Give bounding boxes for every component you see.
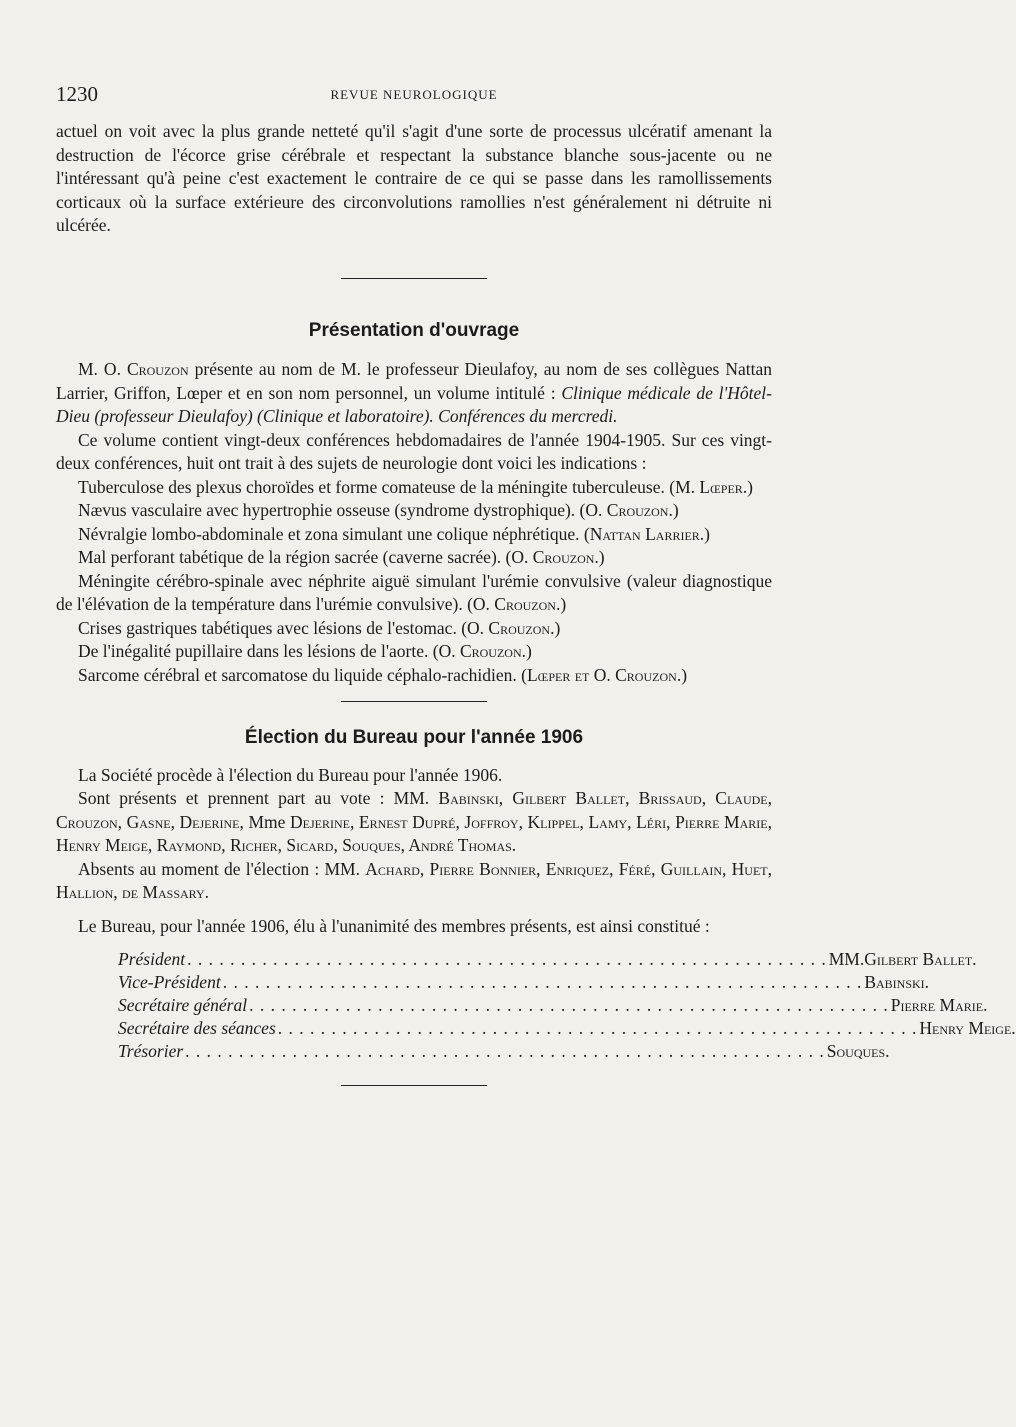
lecture-author: Lœper: [699, 476, 743, 497]
page-content: [56, 120, 1016, 1086]
lecture-item: [56, 570, 772, 617]
section-divider: [341, 278, 487, 279]
lecture-author: Crouzon: [494, 594, 556, 614]
intro-paragraph: actuel on voit avec la plus grande netteté qu'il s'agit d'une sorte de processus ulcératif amenant la destruction de l'écorce grise cérébrale et respectant la substance blanche sous-jacente ou ne l'intéressant qu'à peine c'est exactement le contraire de ce qui se passe dans les ramollissements corticaux où la surface extérieure des circonvolutions ramollies n'est généralement ni détruite ni ulcérée.: [56, 121, 772, 235]
officer-role: Vice-Président: [118, 972, 221, 992]
lecture-title: Sarcome cérébral et sarcomatose du liquide céphalo-rachidien. (: [78, 664, 527, 685]
lecture-item: [56, 499, 772, 523]
lecture-item: [56, 546, 772, 570]
mm-label: MM.: [828, 949, 865, 969]
lecture-author: Nattan Larrier: [589, 523, 700, 544]
contents-paragraph: Ce volume contient vingt-deux conférences hebdomadaires de l'année 1904-1905. Sur ces vingt-deux conférences, huit ont trait à des sujets de neurologie dont voici les indications :: [56, 429, 772, 473]
present-members-paragraph: [56, 787, 772, 858]
lecture-item: [56, 476, 772, 500]
lecture-item: [56, 640, 772, 664]
lecture-author: Lœper et O. Crouzon: [526, 664, 677, 685]
officer-role: Président: [118, 949, 186, 969]
officer-role: Trésorier: [118, 1041, 184, 1061]
lecture-title: Tuberculose des plexus choroïdes et forme comateuse de la méningite tuberculeuse. (M.: [78, 476, 700, 497]
text-run: .): [521, 641, 532, 661]
lecture-item: [56, 523, 772, 547]
lecture-title: Méningite cérébro-spinale avec néphrite aiguë simulant l'urémie convulsive (valeur diagnostique de l'élévation de la température dans l'urémie convulsive). (O.: [56, 570, 772, 614]
lecture-title: De l'inégalité pupillaire dans les lésions de l'aorte. (O.: [78, 641, 460, 661]
text-run: Mme: [248, 811, 290, 832]
lecture-item: [56, 664, 772, 688]
text-run: .): [555, 594, 567, 614]
dot-leader: . . . . . . . . . . . . . . . . . . . . . . . . . . . . . . . . . . . . . . . . . . . . . . . . . . . . . . . . . . . .: [185, 1041, 825, 1061]
member-names: Babinski, Gilbert Ballet, Brissaud, Claude, Crouzon, Gasne, Dejerine,: [56, 788, 772, 832]
member-names: Dejerine, Ernest Dupré, Joffroy, Klippel, Lamy, Léri, Pierre Marie, Henry Meige, Raymond, Richer, Sicard, Souques, André Thomas.: [56, 811, 772, 855]
lecture-author: Crouzon: [488, 617, 551, 638]
dot-leader: . . . . . . . . . . . . . . . . . . . . . . . . . . . . . . . . . . . . . . . . . . . . . . . . . . . . . . . . . . . .: [277, 1018, 918, 1038]
officer-row: [118, 948, 977, 971]
lecture-author: Crouzon: [606, 500, 669, 520]
text-run: .): [594, 547, 605, 567]
dot-leader: . . . . . . . . . . . . . . . . . . . . . . . . . . . . . . . . . . . . . . . . . . . . . . . . . . . . . . . . . . . .: [187, 949, 827, 969]
section-divider: [341, 701, 487, 702]
officer-row: [118, 971, 930, 994]
page-number: 1230: [56, 82, 98, 106]
running-head: REVUE NEUROLOGIQUE: [330, 87, 498, 102]
lecture-author: Crouzon: [459, 641, 522, 661]
text-run: .): [742, 476, 753, 497]
election-paragraph: La Société procède à l'élection du Bureau pour l'année 1906.: [78, 764, 503, 785]
text-run: .): [668, 500, 679, 520]
lecture-title: Nævus vasculaire avec hypertrophie osseuse (syndrome dystrophique). (O.: [78, 500, 607, 520]
section-heading-presentation: Présentation d'ouvrage: [308, 319, 520, 341]
book-title: Clinique médicale de l'Hôtel-Dieu (professeur Dieulafoy) (Clinique et laboratoire). Conférences du mercredi.: [56, 382, 772, 426]
officer-name: Souques.: [826, 1041, 890, 1061]
officer-name: Henry Meige.: [919, 1018, 1016, 1038]
text-run: Sont présents et prennent part au vote : MM.: [78, 788, 439, 808]
dot-leader: . . . . . . . . . . . . . . . . . . . . . . . . . . . . . . . . . . . . . . . . . . . . . . . . . . . . . . . . . . . .: [222, 972, 863, 992]
lecture-title: Névralgie lombo-abdominale et zona simulant une colique néphrétique. (: [78, 523, 590, 544]
lecture-title: Mal perforant tabétique de la région sacrée (caverne sacrée). (O.: [78, 547, 533, 567]
officer-row: [118, 1040, 890, 1063]
section-divider: [341, 1085, 487, 1086]
text-run: .): [550, 617, 561, 638]
page-header: [56, 82, 772, 106]
section-heading-election: Élection du Bureau pour l'année 1906: [244, 727, 584, 748]
officer-row: [118, 1017, 1016, 1040]
lecture-author: Crouzon: [532, 547, 595, 567]
officers-list: [118, 948, 1016, 1063]
officer-role: Secrétaire des séances: [118, 1018, 276, 1038]
text-run: .): [676, 664, 688, 685]
absent-members-paragraph: [56, 858, 772, 905]
officer-role: Secrétaire général: [118, 995, 248, 1015]
text-run: M. O.: [78, 359, 127, 379]
officer-row: [118, 994, 988, 1017]
author-name: Crouzon: [126, 359, 189, 379]
member-names: Achard, Pierre Bonnier, Enriquez, Féré, Guillain, Huet, Hallion, de Massary.: [56, 858, 772, 902]
text-run: Absents au moment de l'élection : MM.: [78, 858, 366, 879]
bureau-paragraph: Le Bureau, pour l'année 1906, élu à l'unanimité des membres présents, est ainsi constitué :: [78, 915, 710, 936]
officer-name: Gilbert Ballet.: [864, 949, 977, 969]
text-run: .): [699, 523, 710, 544]
lecture-item: [56, 617, 772, 641]
officer-name: Pierre Marie.: [890, 995, 988, 1015]
lecture-list: [56, 476, 772, 688]
lecture-title: Crises gastriques tabétiques avec lésions de l'estomac. (O.: [78, 617, 489, 638]
presentation-paragraph: [56, 358, 772, 429]
dot-leader: . . . . . . . . . . . . . . . . . . . . . . . . . . . . . . . . . . . . . . . . . . . . . . . . . . . . . . . . . . . .: [249, 995, 889, 1015]
text-run: présente au nom de M. le professeur Dieulafoy, au nom de ses collègues Nattan Larrier, Griffon, Lœper et en son nom personnel, un volume intitulé :: [56, 359, 772, 403]
officer-name: Babinski.: [864, 972, 930, 992]
